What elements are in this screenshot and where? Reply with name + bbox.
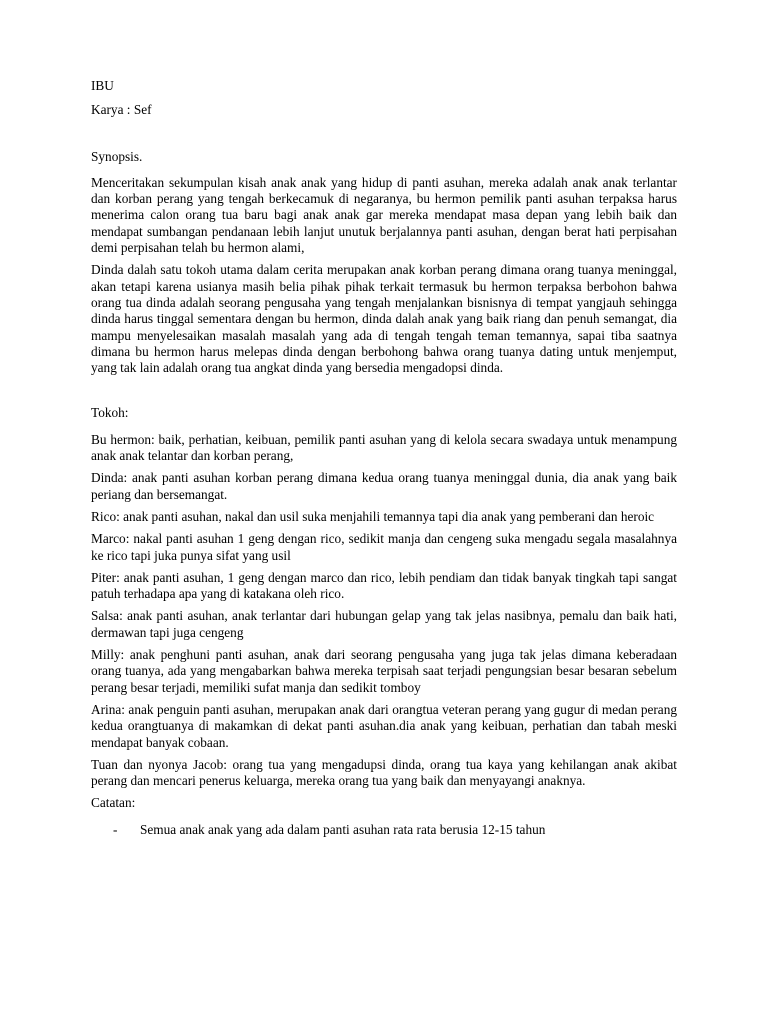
dash-bullet: - [113,821,118,837]
character-description: Salsa: anak panti asuhan, anak terlantar dari hubungan gelap yang tak jelas nasibnya, pemalu dan baik hati, dermawan tapi juga cengeng [91,608,677,640]
character-description: Piter: anak panti asuhan, 1 geng dengan marco dan rico, lebih pendiam dan tidak banyak tingkah tapi sangat patuh terhadapa apa yang di katakana oleh rico. [91,569,677,602]
character-description: Bu hermon: baik, perhatian, keibuan, pemilik panti asuhan yang di kelola secara swadaya untuk menampung anak anak telantar dan korban perang, [91,431,677,464]
character-description: Tuan dan nyonya Jacob: orang tua yang mengadupsi dinda, orang tua kaya yang kehilangan anak akibat perang dan mencari penerus keluarga, mereka orang tua yang baik dan menyayangi anaknya. [91,756,677,789]
synopsis-paragraph: Dinda dalah satu tokoh utama dalam cerita merupakan anak korban perang dimana orang tuanya meninggal, akan tetapi karena usianya masih belia pihak pihak terkait termasuk bu hermon terpaksa berbohon bahwa orang tua dinda adalah seorang pengusaha yang tengah menjalankan bisnisnya di tempat yangjauh sehingga dinda harus tinggal sementara dengan bu hermon, dinda dalah anak yang baik riang dan penuh semangat, dia mampu menyelesaikan masalah masalah yang ada di tengah tengah teman temannya, sapai tiba saatnya dimana bu hermon harus melepas dinda dengan berbohong bahwa orang tuanya dating untuk menjemput, yang tak lain adalah orang tua angkat dinda yang bersedia mengadopsi dinda. [91,262,677,376]
character-description: Milly: anak penghuni panti asuhan, anak dari seorang pengusaha yang juga tak jelas dimana keberadaan orang tuanya, ada yang mengabarkan bahwa mereka terpisah saat terjadi pengungsian besar besaran sebelum perang besar terjadi, memiliki sufat manja dan sedikit tomboy [91,647,677,695]
notes-heading: Catatan: [91,795,136,811]
document-author: Karya : Sef [91,102,152,118]
document-title: IBU [91,78,114,93]
characters-heading: Tokoh: [91,405,129,421]
note-list-item [91,822,677,838]
character-description: Dinda: anak panti asuhan korban perang dimana kedua orang tuanya meninggal dunia, dia anak yang baik periang dan bersemangat. [91,470,677,502]
synopsis-paragraph: Menceritakan sekumpulan kisah anak anak yang hidup di panti asuhan, mereka adalah anak anak terlantar dan korban perang yang tengah berkecamuk di negaranya, bu hermon pemilik panti asuhan terpaksa harus menerima calon orang tua baru bagi anak anak gar mereka mendapat masa depan yang lebih baik dan mendapat sumbangan pendanaan lebih lanjut unutuk berjalannya panti asuhan, dengan berat hati perpisahan demi perpisahan telah bu hermon alami, [91,174,677,256]
synopsis-heading: Synopsis. [91,148,143,164]
character-description: Arina: anak penguin panti asuhan, merupakan anak dari orangtua veteran perang yang gugur di medan perang kedua orangtuanya di makamkan di dekat panti asuhan.dia anak yang keibuan, perhatian dan tabah meski mendapat banyak cobaan. [91,701,677,750]
note-text: Semua anak anak yang ada dalam panti asuhan rata rata berusia 12-15 tahun [140,821,546,837]
character-description: Rico: anak panti asuhan, nakal dan usil suka menjahili temannya tapi dia anak yang pemberani dan heroic [91,508,655,524]
character-description: Marco: nakal panti asuhan 1 geng dengan rico, sedikit manja dan cengeng suka mengadu segala masalahnya ke rico tapi juka punya sifat yang usil [91,531,677,563]
